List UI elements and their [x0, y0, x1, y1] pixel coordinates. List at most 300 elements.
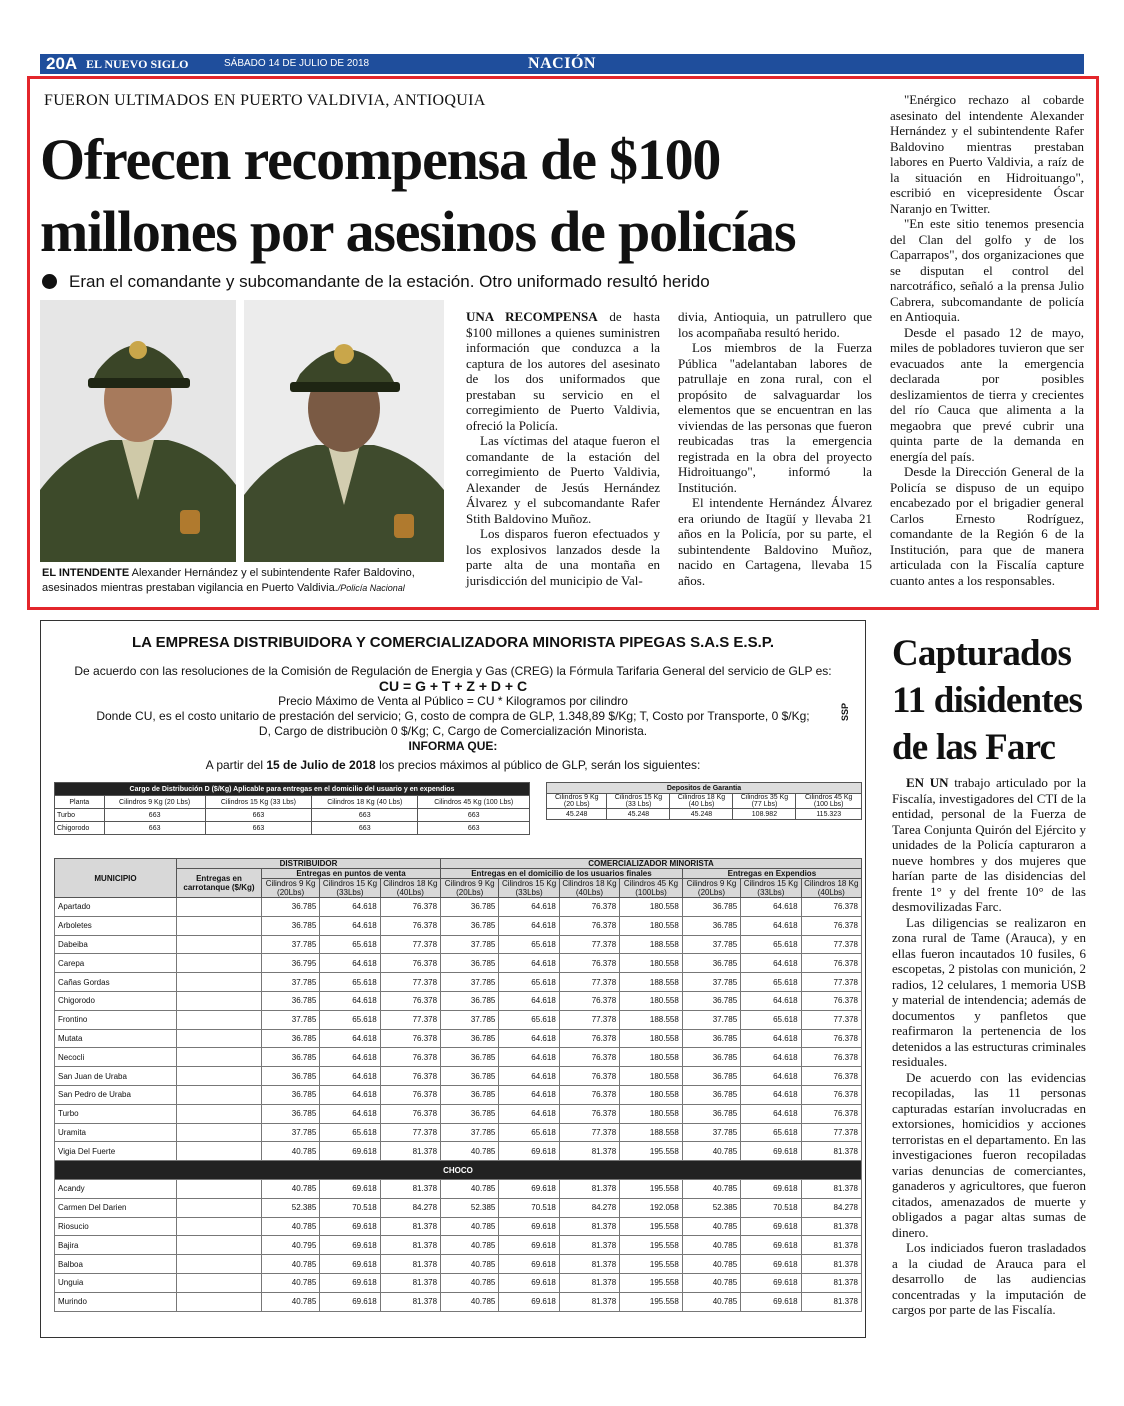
municipio-cell: Chigorodo — [55, 991, 177, 1010]
table-row — [55, 916, 862, 935]
price-cell: 69.618 — [499, 1292, 559, 1311]
price-cell: 76.378 — [380, 991, 440, 1010]
price-cell: 76.378 — [801, 1029, 861, 1048]
table-row — [55, 1085, 862, 1104]
price-cell: 65.618 — [499, 935, 559, 954]
price-cell: 37.785 — [261, 1123, 319, 1142]
price-cell: 40.785 — [682, 1292, 740, 1311]
price-cell: 52.385 — [441, 1198, 499, 1217]
price-cell: 37.785 — [682, 973, 740, 992]
municipio-cell: Uramita — [55, 1123, 177, 1142]
price-cell: 76.378 — [801, 991, 861, 1010]
table-row — [55, 1104, 862, 1123]
price-cell: 76.378 — [380, 916, 440, 935]
price-cell: 81.378 — [801, 1273, 861, 1292]
price-cell: 76.378 — [801, 1048, 861, 1067]
header-domicilio: Entregas en el domicilio de los usuarios finales — [441, 869, 683, 879]
paragraph: El intendente Hernández Álvarez era oriundo de Itagüí y llevaba 21 años en la Policía, por su parte, el subintendente Baldovino Muñoz, nacido en Cartagena, llevaba 15 años. — [678, 495, 872, 588]
paragraph: Los miembros de la Fuerza Pública "adelantaban labores de patrullaje en zona rural, con el propósito de salvaguardar los elementos que se encuentran en las viviendas de las personas que fueron reubicadas tras la emergencia registrada en la obra del proyecto Hidroituango", informó la Institución. — [678, 340, 872, 495]
price-cell: 37.785 — [441, 935, 499, 954]
municipio-cell: Bajira — [55, 1236, 177, 1255]
price-cell: 76.378 — [801, 1085, 861, 1104]
price-cell: 40.785 — [261, 1273, 319, 1292]
table-cell: Turbo — [55, 809, 105, 822]
caption-lead: EL INTENDENTE — [42, 567, 130, 579]
price-cell: 180.558 — [620, 1067, 683, 1086]
table-row — [55, 1179, 862, 1198]
price-cell: 64.618 — [741, 954, 801, 973]
price-cell: 64.618 — [320, 1085, 380, 1104]
price-cell: 40.785 — [441, 1236, 499, 1255]
price-cell: 76.378 — [801, 1104, 861, 1123]
price-cell: 81.378 — [801, 1142, 861, 1161]
ssp-logo: SSP — [840, 703, 850, 722]
price-cell: 36.785 — [261, 916, 319, 935]
price-cell: 40.785 — [261, 1255, 319, 1274]
ad-informa: INFORMA QUE: — [408, 739, 498, 753]
price-cell: 64.618 — [499, 1067, 559, 1086]
table-row — [55, 1217, 862, 1236]
municipio-cell: San Pedro de Uraba — [55, 1085, 177, 1104]
masthead — [40, 54, 1084, 74]
carrotanque-cell — [177, 1104, 262, 1123]
price-cell: 81.378 — [559, 1273, 619, 1292]
subhead-text: Eran el comandante y subcomandante de la estación. Otro uniformado resultó herido — [69, 272, 710, 291]
table-header: Cilindros 15 Kg (33 Lbs) — [607, 794, 670, 809]
table-header: Cilindros 18 Kg (40 Lbs) — [670, 794, 733, 809]
paragraph: Las víctimas del ataque fueron el comandante de la estación del corregimiento de Puerto Valdivia, Alexander de Jesús Hernández Álvarez y el subcomandante Rafer Stith Baldovino Muñoz. — [466, 433, 660, 526]
table-cell: 45.248 — [547, 809, 607, 820]
price-cell: 81.378 — [559, 1255, 619, 1274]
price-cell: 37.785 — [682, 1010, 740, 1029]
price-cell: 64.618 — [499, 1085, 559, 1104]
carrotanque-cell — [177, 991, 262, 1010]
carrotanque-cell — [177, 1010, 262, 1029]
price-cell: 77.378 — [380, 1010, 440, 1029]
price-cell: 81.378 — [559, 1179, 619, 1198]
price-cell: 36.785 — [441, 1085, 499, 1104]
price-cell: 64.618 — [741, 991, 801, 1010]
price-cell: 81.378 — [380, 1236, 440, 1255]
table-row — [55, 1067, 862, 1086]
price-cell: 69.618 — [741, 1179, 801, 1198]
carrotanque-cell — [177, 1198, 262, 1217]
paragraph: Desde el pasado 12 de mayo, miles de pobladores tuvieron que ser evacuados ante la emergencia declarada por posibles deslizamientos de tierra y crecientes del río Cauca que alimenta a la megaobra que prevé cubrir una quinta parte de la demanda en energía del país. — [890, 324, 1084, 464]
price-cell: 65.618 — [741, 1123, 801, 1142]
price-cell: 52.385 — [682, 1198, 740, 1217]
carrotanque-cell — [177, 1217, 262, 1236]
table-row — [55, 1142, 862, 1161]
article-column-3 — [890, 92, 1084, 588]
price-cell: 195.558 — [620, 1236, 683, 1255]
price-cell: 84.278 — [380, 1198, 440, 1217]
deposit-table — [546, 782, 862, 820]
price-cell: 180.558 — [620, 916, 683, 935]
price-cell: 69.618 — [320, 1273, 380, 1292]
price-cell: 70.518 — [320, 1198, 380, 1217]
price-cell: 188.558 — [620, 935, 683, 954]
price-cell: 36.785 — [261, 1104, 319, 1123]
municipio-cell: Vigia Del Fuerte — [55, 1142, 177, 1161]
table-row — [55, 1292, 862, 1311]
ad-line: D, Cargo de distribuciòn 0 $/Kg; C, Cargo de Comercialización Minorista. — [258, 724, 648, 738]
price-cell: 76.378 — [559, 1085, 619, 1104]
table-cell: 45.248 — [607, 809, 670, 820]
table-cell: 108.982 — [733, 809, 796, 820]
price-cell: 76.378 — [801, 898, 861, 917]
price-cell: 76.378 — [559, 954, 619, 973]
price-cell: 65.618 — [320, 1010, 380, 1029]
price-cell: 188.558 — [620, 1123, 683, 1142]
price-cell: 81.378 — [559, 1142, 619, 1161]
price-cell: 76.378 — [559, 1048, 619, 1067]
price-cell: 81.378 — [380, 1217, 440, 1236]
municipio-cell: Balboa — [55, 1255, 177, 1274]
price-cell: 65.618 — [320, 1123, 380, 1142]
ad-line: De acuerdo con las resoluciones de la Comisión de Regulación de Energia y Gas (CREG) la Fórmula Tarifaria General del servicio de GLP es: — [74, 664, 832, 678]
paragraph: Los disparos fueron efectuados y los explosivos lanzados desde la parte alta de una montaña en jurisdicción del municipio de Val- — [466, 526, 660, 588]
price-cell: 69.618 — [320, 1255, 380, 1274]
table-row — [55, 1273, 862, 1292]
price-cell: 37.785 — [261, 1010, 319, 1029]
article-kicker: FUERON ULTIMADOS EN PUERTO VALDIVIA, ANTIOQUIA — [44, 92, 486, 109]
price-cell: 40.785 — [261, 1217, 319, 1236]
price-cell: 76.378 — [559, 991, 619, 1010]
price-cell: 77.378 — [559, 1123, 619, 1142]
price-cell: 64.618 — [499, 916, 559, 935]
distribution-charge-table — [54, 782, 530, 835]
price-cell: 64.618 — [320, 916, 380, 935]
table-header: Cilindros 18 Kg (40 Lbs) — [312, 796, 418, 809]
price-cell: 40.785 — [682, 1179, 740, 1198]
table-title: Depositos de Garantia — [547, 783, 862, 794]
price-cell: 65.618 — [741, 935, 801, 954]
carrotanque-cell — [177, 935, 262, 954]
price-cell: 64.618 — [741, 1104, 801, 1123]
carrotanque-cell — [177, 1085, 262, 1104]
article2-headline: Capturados 11 disidentes de las Farc — [892, 633, 1083, 768]
price-cell: 40.785 — [682, 1273, 740, 1292]
price-cell: 36.785 — [441, 898, 499, 917]
ad-line: Donde CU, es el costo unitario de prestación del servicio; G, costo de compra de GLP, 1.348,89 $/Kg; T, Costo por Transporte, 0 $/Kg; — [96, 709, 810, 723]
carrotanque-cell — [177, 1029, 262, 1048]
carrotanque-cell — [177, 954, 262, 973]
price-cell: 40.785 — [682, 1236, 740, 1255]
price-cell: 40.785 — [261, 1292, 319, 1311]
price-cell: 36.785 — [441, 1104, 499, 1123]
ad-body — [50, 664, 856, 754]
price-cell: 36.785 — [261, 1085, 319, 1104]
carrotanque-cell — [177, 973, 262, 992]
table-header: Cilindros 15 Kg (33 Lbs) — [205, 796, 311, 809]
table-row — [55, 1048, 862, 1067]
table-header: Planta — [55, 796, 105, 809]
carrotanque-cell — [177, 898, 262, 917]
table-subheader: Cilindros 9 Kg (20Lbs) — [682, 879, 740, 898]
price-cell: 77.378 — [380, 973, 440, 992]
municipio-cell: Riosucio — [55, 1217, 177, 1236]
table-cell: 663 — [418, 809, 530, 822]
carrotanque-cell — [177, 1067, 262, 1086]
header-carrotanque: Entregas en carrotanque ($/Kg) — [177, 869, 262, 898]
date-post: los precios máximos al público de GLP, serán los siguientes: — [375, 758, 701, 772]
price-cell: 69.618 — [499, 1142, 559, 1161]
paragraph: trabajo articulado por la Fiscalía, investigadores del CTI de la entidad, personal de la Fuerza de Tarea Conjunta Quirón del Ejército y unidades de la Policía capturaron a nueve hombres y dos mujeres que harían parte de las disidencias del frente 1° y del frente 10° de las desmovilizadas Farc. — [892, 775, 1086, 914]
municipio-cell: Dabeiba — [55, 935, 177, 954]
price-cell: 195.558 — [620, 1142, 683, 1161]
table-subheader: Cilindros 18 Kg (40Lbs) — [559, 879, 619, 898]
article-subhead — [42, 272, 710, 292]
price-cell: 76.378 — [380, 1067, 440, 1086]
price-cell: 36.785 — [682, 1067, 740, 1086]
price-cell: 36.785 — [261, 1067, 319, 1086]
municipio-cell: Necocli — [55, 1048, 177, 1067]
ad-title: LA EMPRESA DISTRIBUIDORA Y COMERCIALIZADORA MINORISTA PIPEGAS S.A.S E.S.P. — [131, 634, 774, 651]
price-cell: 81.378 — [801, 1236, 861, 1255]
price-cell: 64.618 — [499, 1048, 559, 1067]
price-cell: 76.378 — [559, 1104, 619, 1123]
price-cell: 69.618 — [499, 1217, 559, 1236]
price-cell: 64.618 — [320, 898, 380, 917]
bullet-icon — [42, 274, 57, 289]
table-row — [55, 1198, 862, 1217]
price-cell: 69.618 — [320, 1217, 380, 1236]
price-cell: 40.795 — [261, 1236, 319, 1255]
carrotanque-cell — [177, 1273, 262, 1292]
photo-intendente — [40, 300, 236, 562]
table-row — [55, 1123, 862, 1142]
price-cell: 36.785 — [441, 954, 499, 973]
price-cell: 195.558 — [620, 1273, 683, 1292]
paragraph: Desde la Dirección General de la Policía se dispuso de un equipo encabezado por el brigadier general Carlos Ernesto Rodríguez, comandante de la Región 6 de la Institución, para que de manera articulada con la Fiscalía capture cuanto antes a los responsables. — [890, 464, 1084, 588]
price-cell: 180.558 — [620, 1029, 683, 1048]
table-header: Cilindros 9 Kg (20 Lbs) — [547, 794, 607, 809]
paragraph: de hasta $100 millones a quienes suministren información que conduzca a la captura de los autores del asesinato de los dos uniformados que prestaban su servicio en el corregimiento de Puerto Valdivia, ofreció la Policía. — [466, 309, 660, 433]
choco-divider: CHOCO — [55, 1161, 862, 1180]
price-cell: 195.558 — [620, 1255, 683, 1274]
carrotanque-cell — [177, 1048, 262, 1067]
price-cell: 77.378 — [801, 935, 861, 954]
price-cell: 64.618 — [499, 1104, 559, 1123]
municipio-cell: Mutata — [55, 1029, 177, 1048]
price-cell: 69.618 — [320, 1179, 380, 1198]
price-cell: 40.785 — [261, 1179, 319, 1198]
table-cell: Chigorodo — [55, 822, 105, 835]
price-cell: 69.618 — [320, 1236, 380, 1255]
table-subheader: Cilindros 18 Kg (40Lbs) — [801, 879, 861, 898]
price-cell: 40.785 — [682, 1142, 740, 1161]
price-cell: 40.785 — [441, 1273, 499, 1292]
price-cell: 69.618 — [741, 1292, 801, 1311]
price-cell: 36.785 — [261, 1029, 319, 1048]
price-cell: 69.618 — [741, 1217, 801, 1236]
lead-in: UNA RECOMPENSA — [466, 309, 598, 324]
price-cell: 69.618 — [320, 1292, 380, 1311]
price-cell: 76.378 — [380, 1048, 440, 1067]
price-cell: 69.618 — [499, 1236, 559, 1255]
paragraph: "Enérgico rechazo al cobarde asesinato del intendente Alexander Hernández y el subintendente Rafer Baldovino mientras prestaban labores en Puerto Valdivia, a raíz de la situación en Hidroituango", escribió en vicepresidente Óscar Naranjo en Twitter. — [890, 92, 1084, 216]
paragraph: divia, Antioquia, un patrullero que los acompañaba resultó herido. — [678, 309, 872, 340]
ad-formula: CU = G + T + Z + D + C — [378, 678, 528, 694]
table-subheader: Cilindros 9 Kg (20Lbs) — [261, 879, 319, 898]
price-cell: 69.618 — [499, 1179, 559, 1198]
price-cell: 77.378 — [801, 973, 861, 992]
price-cell: 81.378 — [380, 1179, 440, 1198]
price-cell: 64.618 — [741, 1085, 801, 1104]
price-cell: 36.785 — [261, 1048, 319, 1067]
table-subheader: Cilindros 15 Kg (33Lbs) — [741, 879, 801, 898]
carrotanque-cell — [177, 916, 262, 935]
price-cell: 37.785 — [682, 1123, 740, 1142]
price-cell: 36.785 — [682, 1048, 740, 1067]
price-cell: 65.618 — [320, 973, 380, 992]
price-cell: 64.618 — [499, 1029, 559, 1048]
price-cell: 180.558 — [620, 1104, 683, 1123]
price-cell: 76.378 — [380, 1085, 440, 1104]
municipio-cell: Carmen Del Darien — [55, 1198, 177, 1217]
table-cell: 663 — [312, 822, 418, 835]
price-cell: 37.785 — [682, 935, 740, 954]
table-subheader: Cilindros 45 Kg (100Lbs) — [620, 879, 683, 898]
header-municipio: MUNICIPIO — [55, 859, 177, 898]
price-cell: 36.785 — [441, 991, 499, 1010]
municipio-cell: Acandy — [55, 1179, 177, 1198]
photo-subintendente — [244, 300, 444, 562]
price-cell: 76.378 — [380, 898, 440, 917]
price-cell: 76.378 — [559, 1029, 619, 1048]
municipio-cell: Frontino — [55, 1010, 177, 1029]
table-row — [55, 809, 530, 822]
municipio-cell: Unguia — [55, 1273, 177, 1292]
price-cell: 77.378 — [559, 1010, 619, 1029]
price-cell: 36.785 — [682, 898, 740, 917]
price-cell: 36.785 — [682, 991, 740, 1010]
price-cell: 69.618 — [741, 1255, 801, 1274]
municipio-cell: Apartado — [55, 898, 177, 917]
price-cell: 77.378 — [801, 1010, 861, 1029]
price-cell: 37.785 — [441, 1010, 499, 1029]
price-cell: 36.785 — [682, 1085, 740, 1104]
price-cell: 65.618 — [499, 973, 559, 992]
table-title: Cargo de Distribución D ($/Kg) Aplicable para entregas en el domicilio del usuario y en expendios — [55, 783, 530, 796]
table-header: Cilindros 9 Kg (20 Lbs) — [104, 796, 205, 809]
price-cell: 36.785 — [261, 991, 319, 1010]
price-cell: 70.518 — [741, 1198, 801, 1217]
table-subheader: Cilindros 18 Kg (40Lbs) — [380, 879, 440, 898]
price-cell: 81.378 — [380, 1273, 440, 1292]
table-row — [55, 1255, 862, 1274]
municipio-cell: Murindo — [55, 1292, 177, 1311]
price-cell: 36.785 — [261, 898, 319, 917]
table-row — [55, 898, 862, 917]
table-row — [55, 991, 862, 1010]
price-cell: 40.785 — [682, 1217, 740, 1236]
table-row — [55, 935, 862, 954]
price-cell: 188.558 — [620, 973, 683, 992]
price-cell: 37.785 — [441, 1123, 499, 1142]
table-row — [55, 1029, 862, 1048]
article-column-2 — [678, 309, 872, 588]
price-cell: 65.618 — [499, 1123, 559, 1142]
price-cell: 64.618 — [741, 916, 801, 935]
carrotanque-cell — [177, 1236, 262, 1255]
municipio-cell: Carepa — [55, 954, 177, 973]
page-number: 20A — [46, 54, 78, 73]
issue-date: SÁBADO 14 DE JULIO DE 2018 — [224, 58, 370, 69]
header-distribuidor: DISTRIBUIDOR — [177, 859, 441, 869]
price-cell: 69.618 — [741, 1236, 801, 1255]
price-cell: 69.618 — [741, 1142, 801, 1161]
price-cell: 195.558 — [620, 1179, 683, 1198]
price-cell: 37.785 — [441, 973, 499, 992]
carrotanque-cell — [177, 1179, 262, 1198]
caption-credit: /Policía Nacional — [337, 583, 405, 593]
price-cell: 64.618 — [741, 1029, 801, 1048]
table-cell: 663 — [104, 822, 205, 835]
table-row — [55, 822, 530, 835]
price-cell: 36.785 — [682, 1029, 740, 1048]
price-cell: 81.378 — [559, 1236, 619, 1255]
table-row — [55, 954, 862, 973]
price-cell: 192.058 — [620, 1198, 683, 1217]
price-cell: 81.378 — [380, 1292, 440, 1311]
price-cell: 52.385 — [261, 1198, 319, 1217]
price-cell: 36.785 — [441, 1067, 499, 1086]
price-cell: 77.378 — [559, 935, 619, 954]
price-cell: 64.618 — [320, 1067, 380, 1086]
header-comercializador: COMERCIALIZADOR MINORISTA — [441, 859, 862, 869]
price-cell: 36.785 — [682, 916, 740, 935]
price-cell: 69.618 — [499, 1255, 559, 1274]
price-cell: 37.785 — [261, 935, 319, 954]
table-row — [55, 1010, 862, 1029]
paragraph: Los indiciados fueron trasladados a la ciudad de Arauca para el desarrollo de las audiencias concentradas y la imputación de cargos por parte de las Fiscalía. — [892, 1240, 1086, 1317]
price-cell: 76.378 — [559, 898, 619, 917]
carrotanque-cell — [177, 1142, 262, 1161]
price-cell: 180.558 — [620, 1085, 683, 1104]
price-cell: 40.785 — [441, 1179, 499, 1198]
table-subheader: Cilindros 15 Kg (33Lbs) — [499, 879, 559, 898]
table-row — [547, 809, 862, 820]
price-cell: 76.378 — [801, 954, 861, 973]
price-cell: 36.785 — [682, 954, 740, 973]
price-cell: 36.785 — [441, 916, 499, 935]
price-cell: 180.558 — [620, 954, 683, 973]
photo-caption — [42, 566, 442, 596]
table-header: Cilindros 35 Kg (77 Lbs) — [733, 794, 796, 809]
price-cell: 81.378 — [559, 1292, 619, 1311]
caption-text: Alexander Hernández y el subintendente Rafer Baldovino, asesinados mientras prestaban vigilancia en Puerto Valdivia. — [42, 567, 415, 594]
price-cell: 65.618 — [741, 1010, 801, 1029]
price-cell: 36.785 — [441, 1048, 499, 1067]
price-cell: 37.785 — [261, 973, 319, 992]
price-cell: 76.378 — [380, 954, 440, 973]
table-row — [55, 1236, 862, 1255]
price-cell: 180.558 — [620, 991, 683, 1010]
paragraph: De acuerdo con las evidencias recopiladas, las 11 personas capturadas estarían involucradas en extorsiones, homicidios y acciones terroristas en el departamento. En las investigaciones fueron recopiladas varias denuncias de comerciantes, ganaderos y agricultores, que fueron citados, amenazados de muerte y obligados a pagar altas sumas de dinero. — [892, 1069, 1086, 1240]
price-cell: 40.785 — [441, 1292, 499, 1311]
price-cell: 81.378 — [801, 1179, 861, 1198]
price-cell: 69.618 — [499, 1273, 559, 1292]
price-cell: 40.785 — [441, 1142, 499, 1161]
price-cell: 70.518 — [499, 1198, 559, 1217]
price-cell: 36.795 — [261, 954, 319, 973]
price-cell: 64.618 — [320, 954, 380, 973]
price-cell: 76.378 — [559, 1067, 619, 1086]
price-cell: 84.278 — [559, 1198, 619, 1217]
price-cell: 84.278 — [801, 1198, 861, 1217]
price-cell: 77.378 — [380, 1123, 440, 1142]
